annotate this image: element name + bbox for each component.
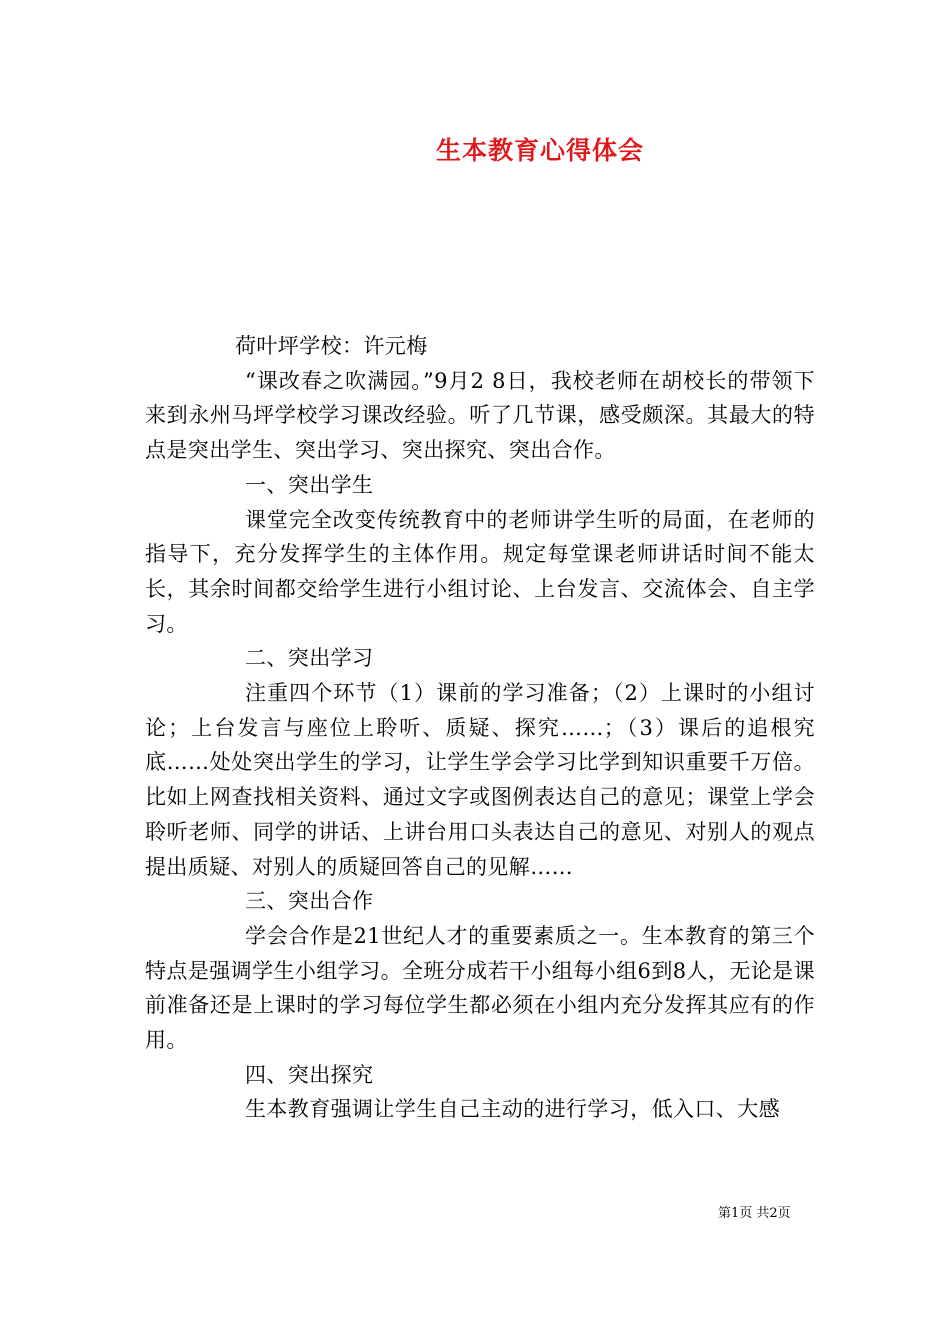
section-body-3: 学会合作是21世纪人才的重要素质之一。生本教育的第三个特点是强调学生小组学习。全班分成若干小组每小组6到8人，无论是课前准备还是上课时的学习每位学生都必须在小组内充分发挥其应有的作用。: [145, 923, 815, 1053]
section-heading-2: 二、突出学习: [245, 646, 374, 671]
section-body-4: 生本教育强调让学生自己主动的进行学习，低入口、大感: [245, 1097, 780, 1122]
page-number-footer: 第1页 共2页: [718, 1206, 791, 1221]
section-body-2: 注重四个环节（1）课前的学习准备；（2）上课时的小组讨论；上台发言与座位上聆听、质疑、探究……；（3）课后的追根究底……处处突出学生的学习，让学生学会学习比学到知识重要千万倍。比如上网查找相关资料、通过文字或图例表达自己的意见；课堂上学会聆听老师、同学的讲话、上讲台用口头表达自己的意见、对别人的观点提出质疑、对别人的质疑回答自己的见解……: [145, 681, 815, 879]
section-heading-1: 一、突出学生: [245, 472, 374, 497]
document-body: [145, 329, 815, 1127]
intro-paragraph: “课改春之吹满园。”9月2 8日，我校老师在胡校长的带领下来到永州马坪学校学习课改经验。听了几节课，感受颇深。其最大的特点是突出学生、突出学习、突出探究、突出合作。: [145, 368, 815, 463]
section-heading-3: 三、突出合作: [245, 889, 374, 914]
author-byline: 荷叶坪学校：许元梅: [235, 334, 428, 358]
section-body-1: 课堂完全改变传统教育中的老师讲学生听的局面，在老师的指导下，充分发挥学生的主体作用。规定每堂课老师讲话时间不能太长，其余时间都交给学生进行小组讨论、上台发言、交流体会、自主学习。: [145, 507, 815, 636]
document-title: 生本教育心得体会: [435, 136, 644, 165]
section-heading-4: 四、突出探究: [245, 1062, 374, 1087]
